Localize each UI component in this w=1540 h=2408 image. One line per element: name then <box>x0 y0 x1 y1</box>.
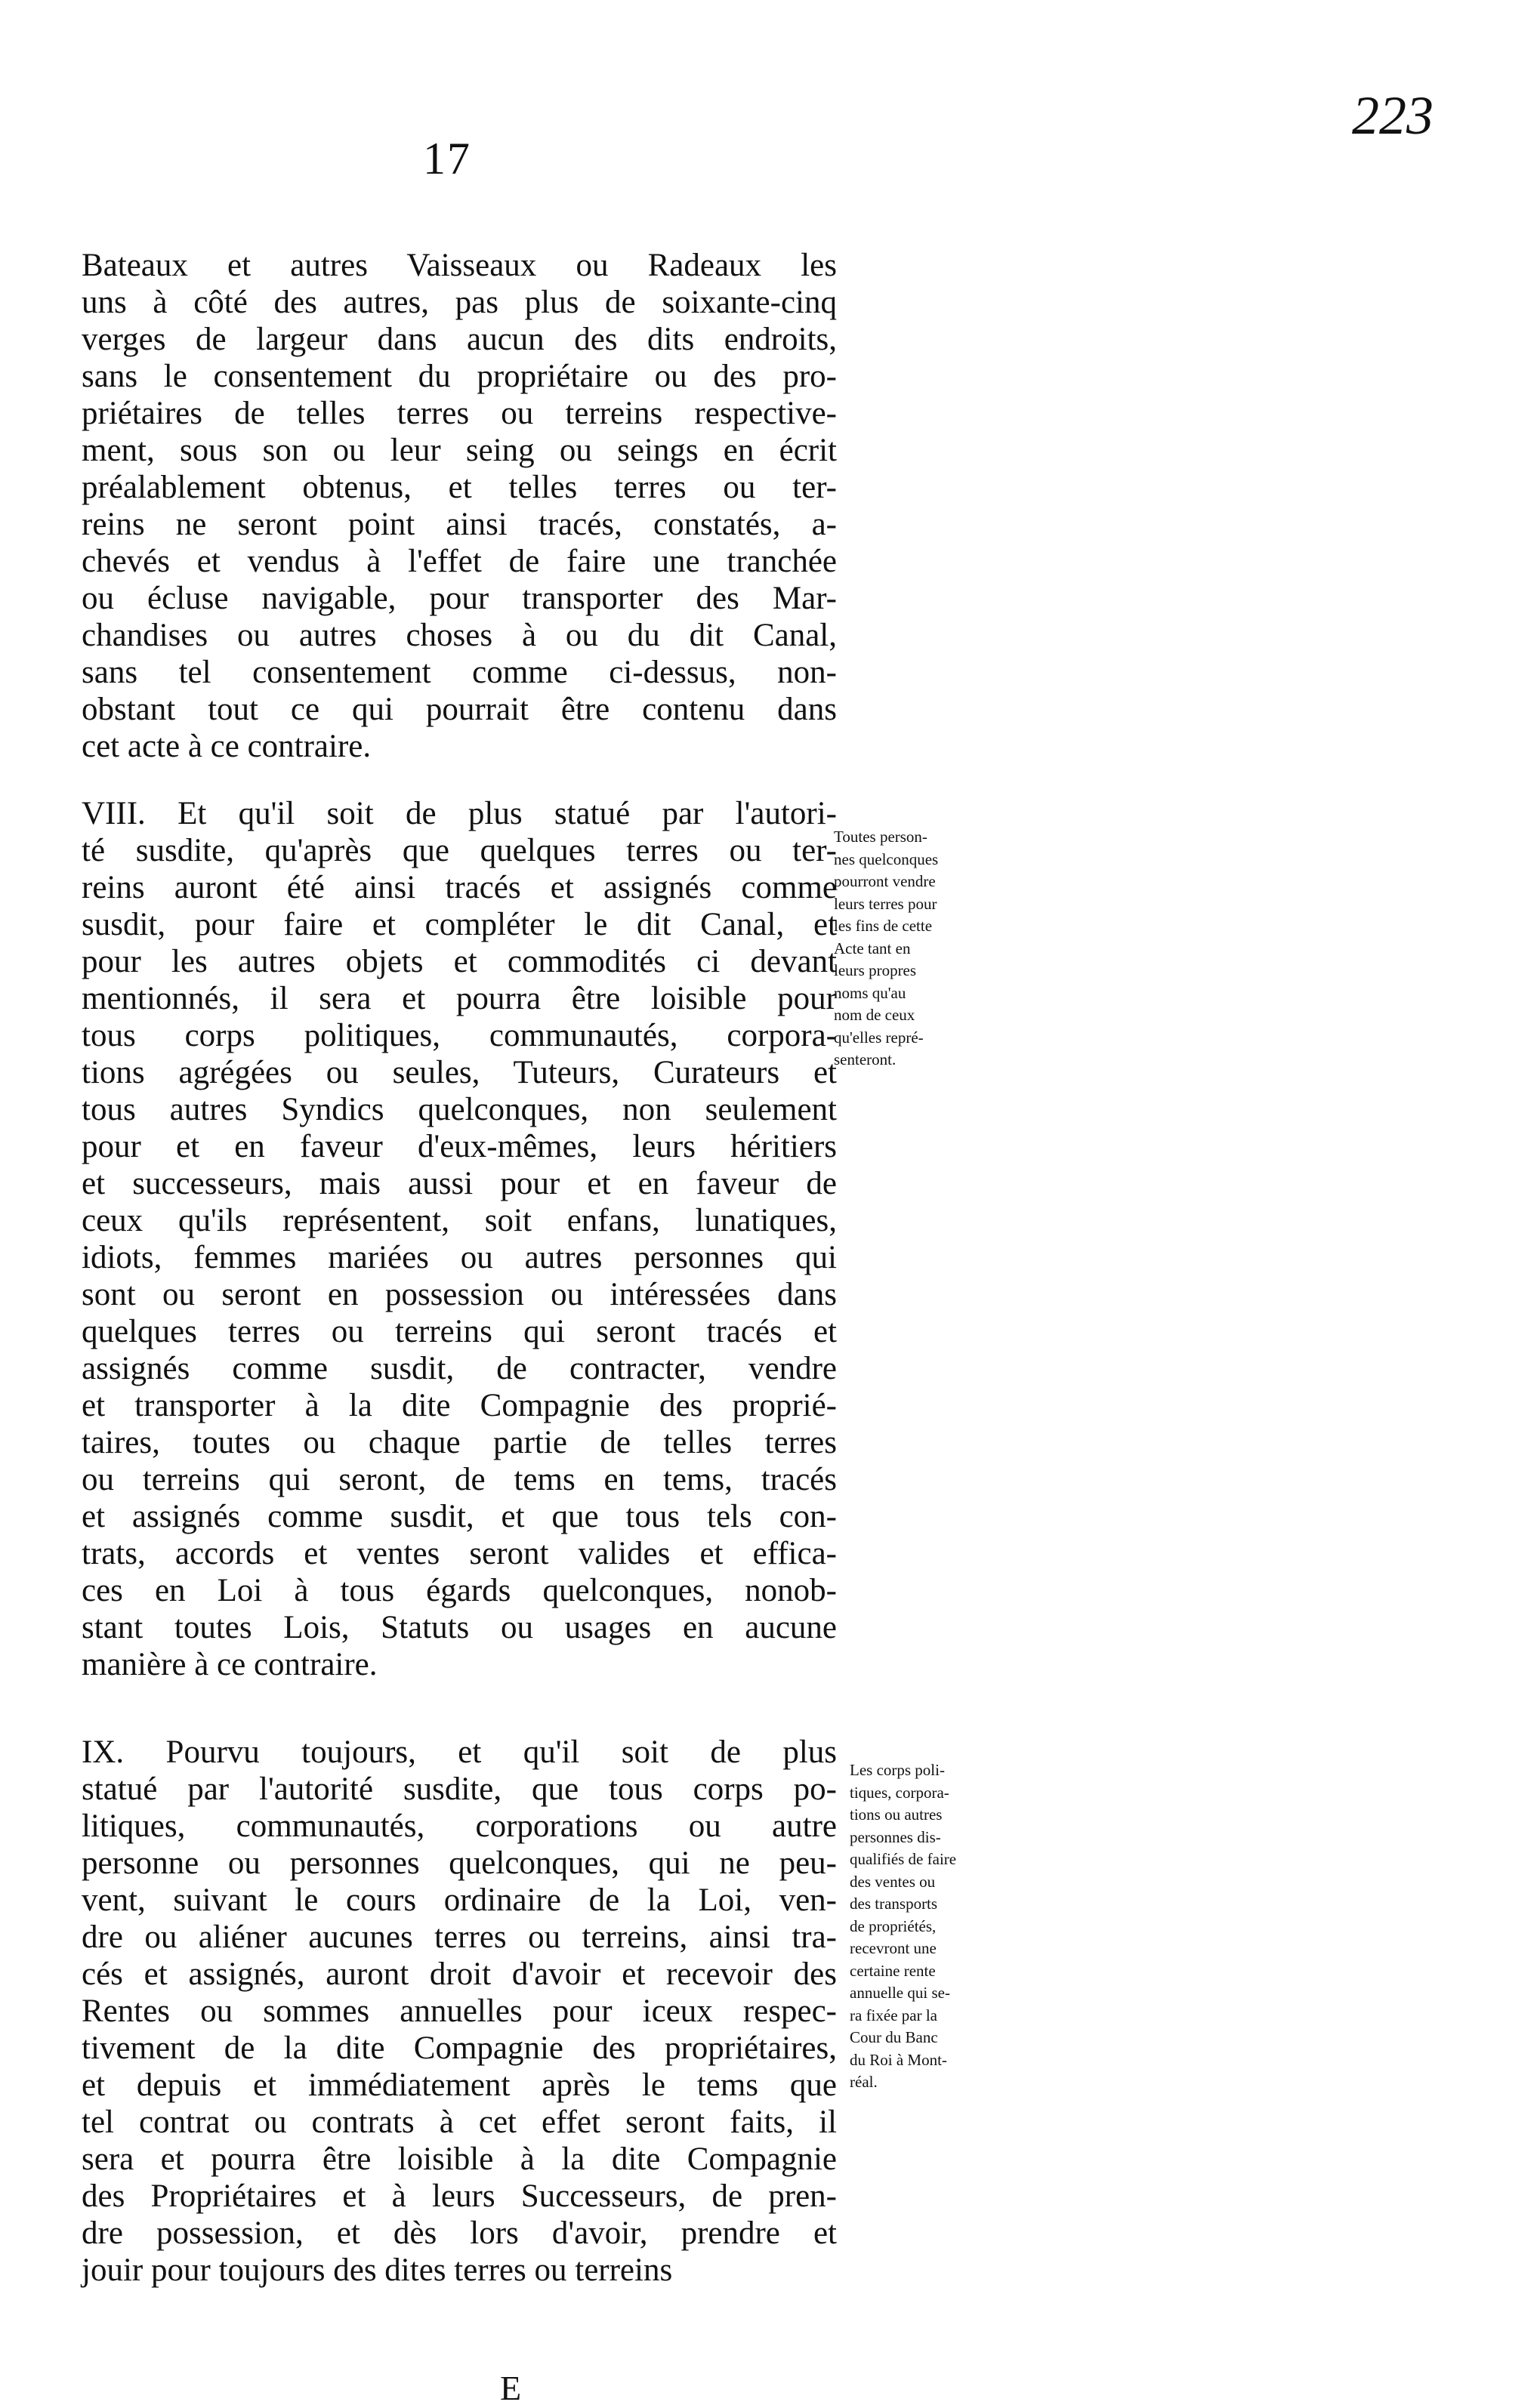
folio-number: 223 <box>1352 85 1434 146</box>
margin-note-line: recevront une <box>850 1939 937 1957</box>
text-line: sans le consentement du propriétaire ou des pro- <box>82 359 837 394</box>
margin-note-line: nom de ceux <box>834 1006 915 1024</box>
text-line: taires, toutes ou chaque partie de telles terres <box>82 1425 837 1460</box>
text-line: stant toutes Lois, Statuts ou usages en aucune <box>82 1610 837 1645</box>
text-line: ou écluse navigable, pour transporter des Mar- <box>82 581 837 616</box>
text-line: Rentes ou sommes annuelles pour iceux respec- <box>82 1993 837 2029</box>
text-line: et transporter à la dite Compagnie des proprié- <box>82 1388 837 1423</box>
text-line: idiots, femmes mariées ou autres personnes qui <box>82 1240 837 1275</box>
margin-note-line: Acte tant en <box>834 939 911 957</box>
text-line: quelques terres ou terreins qui seront tracés et <box>82 1314 837 1349</box>
margin-note-ix <box>850 1759 1001 2094</box>
margin-note-line: qualifiés de faire <box>850 1850 957 1868</box>
text-line: sont ou seront en possession ou intéressées dans <box>82 1277 837 1312</box>
margin-note-line: des transports <box>850 1895 938 1913</box>
margin-note-line: noms qu'au <box>834 983 906 1002</box>
margin-note-line: senteront. <box>834 1050 897 1068</box>
margin-note-line: réal. <box>850 2073 878 2091</box>
text-line: ment, sous son ou leur seing ou seings en écrit <box>82 433 837 468</box>
text-line: manière à ce contraire. <box>82 1647 378 1682</box>
text-line: trats, accords et ventes seront valides et effica- <box>82 1536 837 1571</box>
margin-note-line: Les corps poli- <box>850 1761 945 1779</box>
text-line: litiques, communautés, corporations ou autre <box>82 1808 837 1844</box>
margin-note-line: des ventes ou <box>850 1872 936 1891</box>
text-line: priétaires de telles terres ou terreins respective- <box>82 396 837 431</box>
margin-note-line: personnes dis- <box>850 1827 941 1846</box>
text-line: tous corps politiques, communautés, corpora- <box>82 1018 837 1053</box>
text-line: tous autres Syndics quelconques, non seulement <box>82 1092 837 1127</box>
text-line: chevés et vendus à l'effet de faire une tranchée <box>82 544 837 579</box>
text-line: IX. Pourvu toujours, et qu'il soit de plus <box>82 1734 837 1770</box>
margin-note-viii <box>834 826 985 1071</box>
paragraph-continuation <box>82 247 837 765</box>
text-line: dre possession, et dès lors d'avoir, prendre et <box>82 2215 837 2251</box>
margin-note-line: du Roi à Mont- <box>850 2050 947 2069</box>
text-line: reins auront été ainsi tracés et assignés comme <box>82 870 837 905</box>
text-line: sera et pourra être loisible à la dite Compagnie <box>82 2141 837 2177</box>
margin-note-line: leurs terres pour <box>834 894 937 913</box>
text-line: tions agrégées ou seules, Tuteurs, Curateurs et <box>82 1055 837 1090</box>
margin-note-line: certaine rente <box>850 1961 936 1980</box>
margin-note-line: qu'elles repré- <box>834 1028 924 1047</box>
text-line: ceux qu'ils représentent, soit enfans, lunatiques, <box>82 1203 837 1238</box>
text-line: uns à côté des autres, pas plus de soixante-cinq <box>82 285 837 320</box>
text-line: pour et en faveur d'eux-mêmes, leurs héritiers <box>82 1129 837 1164</box>
text-line: vent, suivant le cours ordinaire de la Loi, ven- <box>82 1882 837 1918</box>
margin-note-line: les fins de cette <box>834 917 933 935</box>
text-line: statué par l'autorité susdite, que tous corps po- <box>82 1771 837 1807</box>
text-line: ou terreins qui seront, de tems en tems, tracés <box>82 1462 837 1497</box>
text-line: sans tel consentement comme ci-dessus, non- <box>82 655 837 690</box>
paragraph-section-viii <box>82 795 837 1683</box>
signature-mark: E <box>500 2369 523 2407</box>
text-line: tel contrat ou contrats à cet effet seront faits, il <box>82 2104 837 2140</box>
paragraph-section-ix <box>82 1734 837 2289</box>
margin-note-line: Cour du Banc <box>850 2028 938 2046</box>
margin-note-line: nes quelconques <box>834 849 939 868</box>
text-line: et depuis et immédiatement après le tems que <box>82 2067 837 2103</box>
text-line: té susdite, qu'après que quelques terres ou ter- <box>82 833 837 868</box>
margin-note-line: annuelle qui se- <box>850 1984 950 2002</box>
text-line: jouir pour toujours des dites terres ou terreins <box>82 2252 673 2288</box>
margin-note-line: de propriétés, <box>850 1916 937 1935</box>
text-line: reins ne seront point ainsi tracés, constatés, a- <box>82 507 837 542</box>
text-line: et successeurs, mais aussi pour et en faveur de <box>82 1166 837 1201</box>
margin-note-line: tiques, corpora- <box>850 1783 949 1802</box>
text-line: des Propriétaires et à leurs Successeurs, de pren- <box>82 2178 837 2214</box>
text-line: obstant tout ce qui pourrait être contenu dans <box>82 692 837 727</box>
text-line: tivement de la dite Compagnie des propriétaires, <box>82 2030 837 2066</box>
text-line: dre ou aliéner aucunes terres ou terreins, ainsi tra- <box>82 1919 837 1955</box>
text-line: préalablement obtenus, et telles terres ou ter- <box>82 470 837 505</box>
text-line: ces en Loi à tous égards quelconques, nonob- <box>82 1573 837 1608</box>
text-line: VIII. Et qu'il soit de plus statué par l'autori- <box>82 796 837 831</box>
text-line: cés et assignés, auront droit d'avoir et recevoir des <box>82 1956 837 1992</box>
page-number: 17 <box>423 134 471 183</box>
text-line: personne ou personnes quelconques, qui ne peu- <box>82 1845 837 1881</box>
margin-note-line: pourront vendre <box>834 872 936 890</box>
text-line: chandises ou autres choses à ou du dit Canal, <box>82 618 837 653</box>
margin-note-line: ra fixée par la <box>850 2006 938 2024</box>
text-line: pour les autres objets et commodités ci devant <box>82 944 837 979</box>
margin-note-line: Toutes person- <box>834 828 927 846</box>
margin-note-line: tions ou autres <box>850 1805 943 1824</box>
text-line: susdit, pour faire et compléter le dit Canal, et <box>82 907 837 942</box>
margin-note-line: leurs propres <box>834 961 917 979</box>
text-line: Bateaux et autres Vaisseaux ou Radeaux les <box>82 248 837 283</box>
text-line: mentionnés, il sera et pourra être loisible pour <box>82 981 837 1016</box>
text-line: verges de largeur dans aucun des dits endroits, <box>82 322 837 357</box>
text-line: cet acte à ce contraire. <box>82 729 372 764</box>
text-line: assignés comme susdit, de contracter, vendre <box>82 1351 837 1386</box>
text-line: et assignés comme susdit, et que tous tels con- <box>82 1499 837 1534</box>
